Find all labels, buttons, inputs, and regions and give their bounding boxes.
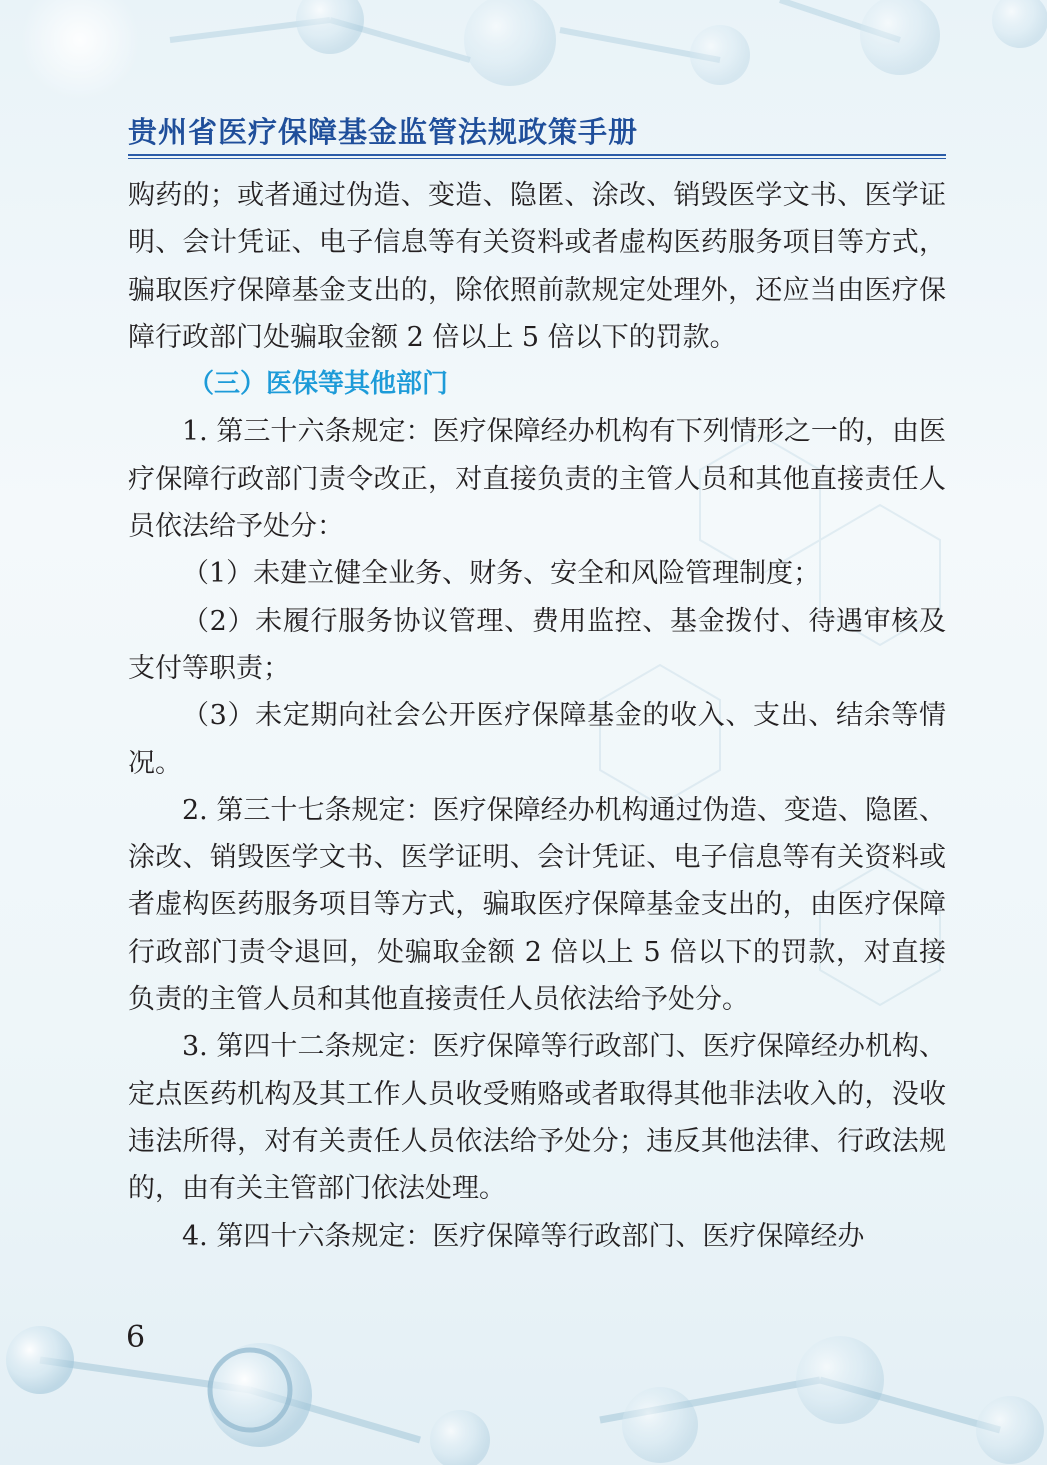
page-number: 6	[126, 1320, 146, 1355]
page-body	[128, 172, 946, 1260]
paragraph-article-36: 1. 第三十六条规定：医疗保障经办机构有下列情形之一的，由医疗保障行政部门责令改正，对直接负责的主管人员和其他直接责任人员依法给予处分：	[128, 416, 946, 543]
paragraph-article-37: 2. 第三十七条规定：医疗保障经办机构通过伪造、变造、隐匿、涂改、销毁医学文书、医学证明、会计凭证、电子信息等有关资料或者虚构医药服务项目等方式，骗取医疗保障基金支出的，由医疗保障行政部门责令退回，处骗取金额 2 倍以上 5 倍以下的罚款，对直接负责的主管人员和其他直接责任人员依法给予处分。	[128, 794, 946, 1016]
list-item-2: （2）未履行服务协议管理、费用监控、基金拨付、待遇审核及支付等职责；	[128, 605, 946, 684]
section-heading: （三）医保等其他部门	[188, 369, 449, 400]
header-title: 贵州省医疗保障基金监管法规政策手册	[128, 115, 639, 149]
header-rule-thin	[128, 158, 946, 159]
paragraph-article-42: 3. 第四十二条规定：医疗保障等行政部门、医疗保障经办机构、定点医药机构及其工作人员收受贿赂或者取得其他非法收入的，没收违法所得，对有关责任人员依法给予处分；违反其他法律、行政法规的，由有关主管部门依法处理。	[128, 1031, 946, 1205]
header-rule	[128, 154, 946, 156]
list-item-3: （3）未定期向社会公开医疗保障基金的收入、支出、结余等情况。	[128, 700, 946, 779]
paragraph-continued: 购药的；或者通过伪造、变造、隐匿、涂改、销毁医学文书、医学证明、会计凭证、电子信息等有关资料或者虚构医药服务项目等方式，骗取医疗保障基金支出的，除依照前款规定处理外，还应当由医疗保障行政部门处骗取金额 2 倍以上 5 倍以下的罚款。	[128, 180, 946, 353]
list-item-1: （1）未建立健全业务、财务、安全和风险管理制度；	[182, 558, 821, 590]
paragraph-article-46: 4. 第四十六条规定：医疗保障等行政部门、医疗保障经办	[182, 1220, 865, 1252]
running-header	[128, 110, 946, 159]
